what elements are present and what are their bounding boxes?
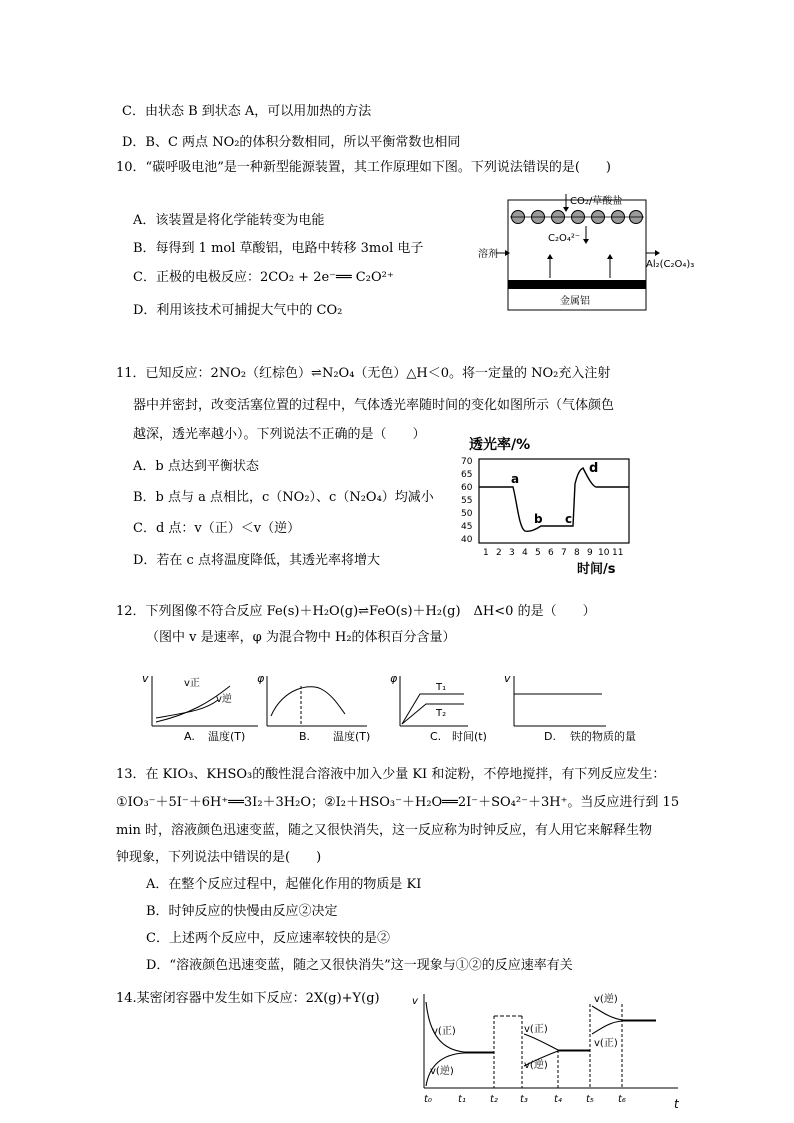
q11-stem-line2: 器中并密封，改变活塞位置的过程中，气体透光率随时间的变化如图所示（气体颜色: [133, 398, 615, 413]
x-label: 时间(t): [452, 730, 487, 743]
x-tick: 4: [522, 548, 528, 558]
y-tick: 70: [461, 457, 473, 467]
x-tick: 11: [612, 548, 624, 558]
q11-option-a: A．b 点达到平衡状态: [133, 459, 259, 474]
reverse-rate-label: v(逆): [430, 1066, 454, 1077]
axis-label: φ: [257, 672, 265, 685]
q10-option-b: B．每得到 1 mol 草酸铝，电路中转移 3mol 电子: [133, 241, 424, 256]
q12-graph-d: [502, 672, 652, 744]
x-label: 温度(T): [208, 730, 246, 743]
point-c: c: [565, 512, 573, 526]
q13-stem-line4: 钟现象，下列说法中错误的是( ): [116, 850, 322, 865]
v-reverse-label: v逆: [216, 694, 232, 705]
y-ticks: [461, 457, 473, 545]
x-tick: 5: [535, 548, 541, 558]
q11-stem-line1: 11．已知反应：2NO₂（红棕色）⇌N₂O₄（无色）△H＜0。将一定量的 NO₂充入注射: [116, 366, 611, 381]
x-ticks: [483, 548, 623, 558]
oxalate-ion-label: C₂O₄²⁻: [548, 233, 581, 244]
x-axis-label: 时间/s: [577, 562, 616, 577]
axis-label: v: [504, 672, 511, 685]
tick-t3: t₃: [520, 1094, 528, 1105]
q9-option-c: C．由状态 B 到状态 A，可以用加热的方法: [122, 104, 372, 119]
battery-diagram: [470, 190, 700, 314]
q12-note: （图中 v 是速率，φ 为混合物中 H₂的体积百分含量）: [146, 630, 456, 645]
x-label: 铁的物质的量: [570, 730, 636, 743]
y-tick: 55: [461, 496, 473, 506]
q10-option-c: C．正极的电极反应：2CO₂ + 2e⁻══ C₂O²⁺: [133, 270, 394, 285]
q12-graph-b: [255, 672, 385, 744]
y-tick: 60: [461, 483, 473, 493]
solvent-label: 溶剂: [478, 249, 498, 260]
forward-rate-label-2: v(正): [524, 1024, 548, 1035]
q11-option-b: B．b 点与 a 点相比，c（NO₂）、c（N₂O₄）均减小: [133, 490, 434, 505]
point-a: a: [511, 472, 520, 486]
q13-option-a: A．在整个反应过程中，起催化作用的物质是 KI: [146, 877, 422, 892]
q9-option-d: D．B、C 两点 NO₂的体积分数相同，所以平衡常数也相同: [122, 135, 461, 150]
axis-label: φ: [390, 672, 398, 685]
v-forward-label: v正: [184, 678, 200, 689]
aluminum-oxalate-label: Al₂(C₂O₄)₃: [646, 259, 695, 270]
x-tick: 10: [598, 548, 610, 558]
tick-t6: t₆: [618, 1094, 626, 1105]
x-tick: 9: [587, 548, 593, 558]
graph-title: 透光率/%: [469, 437, 531, 453]
y-tick: 50: [461, 509, 473, 519]
x-tick: 2: [496, 548, 502, 558]
q12-graph-c: [388, 672, 498, 744]
q10-stem: 10．“碳呼吸电池”是一种新型能源装置，其工作原理如下图。下列说法错误的是( ): [116, 160, 611, 175]
transmittance-curve: [479, 468, 629, 531]
option-letter: C.: [430, 730, 442, 743]
y-axis-label: v: [412, 996, 418, 1007]
q13-stem-line3: min 时，溶液颜色迅速变蓝，随之又很快消失，这一反应称为时钟反应，有人用它来解释生物: [116, 823, 652, 838]
x-tick: 6: [548, 548, 554, 558]
reverse-rate-label-2: v(逆): [524, 1060, 548, 1071]
t2-label: T₂: [436, 708, 447, 719]
q12-stem: 12．下列图像不符合反应 Fe(s)＋H₂O(g)⇌FeO(s)＋H₂(g) ΔH<0 的是（ ）: [116, 604, 596, 619]
tick-t4: t₄: [554, 1094, 562, 1105]
q12-graph-a: [140, 672, 270, 744]
t1-label: T₁: [436, 682, 447, 693]
tick-t0: t₀: [424, 1094, 432, 1105]
q13-stem-line2: ①IO₃⁻＋5I⁻＋6H⁺══3I₂＋3H₂O；②I₂＋HSO₃⁻＋H₂O══2I⁻＋SO₄²⁻＋3H⁺。当反应进行到 15: [116, 795, 680, 810]
time-ticks: [424, 1094, 626, 1105]
x-tick: 3: [509, 548, 515, 558]
option-letter: B.: [299, 730, 311, 743]
rate-time-graph: [410, 990, 690, 1120]
point-d: d: [589, 461, 599, 476]
q13-option-b: B．时钟反应的快慢由反应②决定: [146, 904, 338, 919]
point-b: b: [534, 512, 543, 526]
q13-option-c: C．上述两个反应中，反应速率较快的是②: [146, 931, 390, 946]
y-tick: 40: [461, 535, 473, 545]
reverse-rate-label-3: v(逆): [594, 994, 618, 1005]
option-letter: A.: [184, 730, 195, 743]
q10-option-a: A．该装置是将化学能转变为电能: [133, 213, 325, 228]
axis-label: v: [142, 672, 149, 685]
x-tick: 1: [483, 548, 489, 558]
q11-stem-line3: 越深，透光率越小）。下列说法不正确的是（ ）: [133, 427, 426, 442]
x-axis-label: t: [674, 1097, 679, 1111]
q11-option-c: C．d 点：v（正）＜v（逆）: [133, 521, 301, 536]
x-tick: 7: [561, 548, 567, 558]
q14-stem: 14.某密闭容器中发生如下反应：2X(g)+Y(g): [116, 991, 380, 1006]
y-tick: 45: [461, 522, 473, 532]
forward-rate-label-3: v(正): [594, 1038, 618, 1049]
tick-t1: t₁: [458, 1094, 466, 1105]
q10-option-d: D．利用该技术可捕捉大气中的 CO₂: [133, 303, 343, 318]
co2-oxalate-label: CO₂/草酸盐: [570, 196, 623, 207]
tick-t5: t₅: [586, 1094, 594, 1105]
option-letter: D.: [544, 730, 556, 743]
transmittance-graph: [455, 432, 645, 582]
forward-rate-label: v(正): [432, 1026, 456, 1037]
y-tick: 65: [461, 470, 473, 480]
metal-aluminum-label: 金属铝: [560, 296, 590, 307]
x-tick: 8: [574, 548, 580, 558]
x-label: 温度(T): [333, 730, 371, 743]
q13-option-d: D．“溶液颜色迅速变蓝，随之又很快消失”这一现象与①②的反应速率有关: [146, 958, 573, 973]
tick-t2: t₂: [490, 1094, 498, 1105]
q11-option-d: D．若在 c 点将温度降低，其透光率将增大: [133, 553, 380, 568]
q13-stem-line1: 13．在 KIO₃、KHSO₃的酸性混合溶液中加入少量 KI 和淀粉，不停地搅拌，有下列反应发生：: [116, 767, 666, 782]
